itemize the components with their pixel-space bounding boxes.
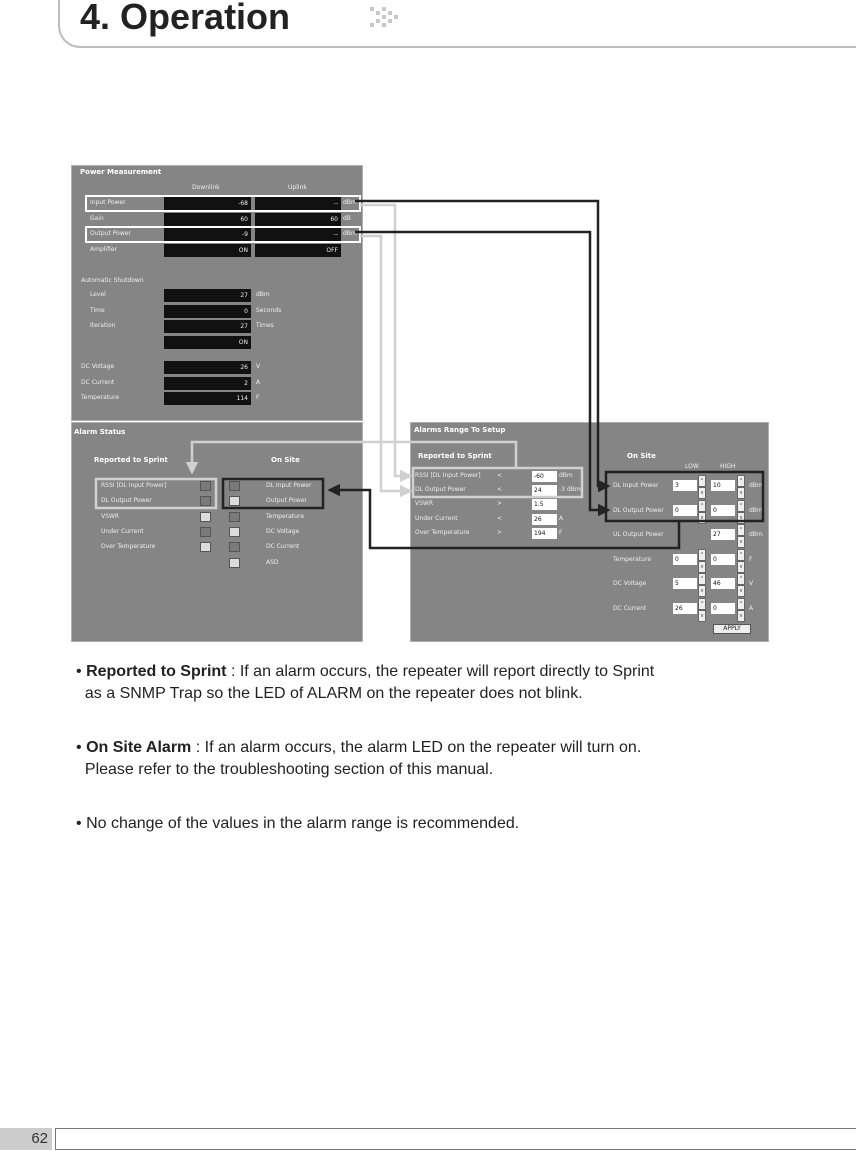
paragraph-onsite	[76, 737, 641, 781]
spin-down-button[interactable]: v	[737, 610, 745, 622]
downlink-value: -68	[164, 197, 251, 210]
onsite-indicator	[229, 481, 240, 491]
dc-label: DC Current	[81, 378, 115, 386]
operator: <	[497, 472, 503, 479]
onsite-label: DL Input Power	[266, 482, 312, 489]
power-row-label: Input Power	[90, 199, 126, 206]
reported-indicator	[200, 481, 211, 491]
spinner[interactable]	[698, 475, 706, 497]
dc-value: 114	[164, 392, 251, 405]
page-number: 62	[0, 1128, 52, 1150]
spin-up-button[interactable]: ^	[737, 500, 745, 512]
low-input[interactable]: 3	[673, 480, 697, 491]
shutdown-value: 27	[164, 320, 251, 333]
power-row-label: Amplifier	[90, 245, 118, 253]
unit: Seconds	[256, 306, 282, 314]
unit: -3 dBm	[559, 486, 581, 494]
spinner[interactable]	[737, 500, 745, 522]
onsite-label: ASD	[266, 558, 279, 566]
downlink-value: ON	[164, 244, 251, 257]
bullet: •	[76, 815, 82, 832]
power-title: Power Measurement	[80, 168, 162, 176]
paragraph-recommendation	[76, 813, 519, 835]
paragraph-reported	[76, 661, 654, 705]
spin-down-button[interactable]: v	[737, 585, 745, 597]
unit: V	[749, 580, 754, 587]
spinner[interactable]	[737, 598, 745, 620]
range-label: Over Temperature	[415, 528, 470, 536]
high-input[interactable]: 46	[711, 578, 735, 589]
low-header: LOW	[685, 463, 699, 470]
high-input[interactable]: 0	[711, 554, 735, 565]
text: : If an alarm occurs, the repeater will report directly to Sprint	[226, 663, 655, 680]
bullet: •	[76, 739, 82, 756]
apply-button[interactable]: APPLY	[713, 624, 751, 634]
dc-value: 26	[164, 361, 251, 374]
downlink-value: -9	[164, 228, 251, 241]
unit: F	[256, 394, 260, 401]
power-row-label: Gain	[90, 214, 104, 222]
unit: dBm	[749, 482, 763, 489]
unit: Times	[256, 322, 274, 329]
onsite-indicator	[229, 512, 240, 522]
spin-up-button[interactable]: ^	[737, 573, 745, 585]
spin-down-button[interactable]: v	[698, 487, 706, 499]
operator: <	[497, 486, 503, 494]
text: : If an alarm occurs, the alarm LED on the repeater will turn on.	[191, 739, 642, 756]
onsite-indicator	[229, 527, 240, 537]
unit: dB	[343, 214, 351, 222]
range-reported-heading: Reported to Sprint	[418, 452, 492, 460]
spin-up-button[interactable]: ^	[737, 524, 745, 536]
chevron-right-icon	[368, 6, 404, 28]
spin-down-button[interactable]: v	[698, 561, 706, 573]
unit: dBm	[559, 472, 573, 479]
spinner[interactable]	[737, 573, 745, 595]
threshold-input[interactable]: 26	[532, 514, 557, 525]
spin-up-button[interactable]: ^	[737, 598, 745, 610]
high-input[interactable]: 0	[711, 505, 735, 516]
spin-up-button[interactable]: ^	[698, 598, 706, 610]
spin-down-button[interactable]: v	[737, 536, 745, 548]
onsite-label: Temperature	[266, 512, 305, 520]
uplink-value: --	[255, 228, 341, 241]
footer	[0, 1128, 856, 1150]
bullet: •	[76, 663, 82, 680]
reported-label: Over Temperature	[101, 543, 156, 551]
uplink-value: 60	[255, 213, 341, 226]
shutdown-value: ON	[164, 336, 251, 349]
spin-up-button[interactable]: ^	[698, 549, 706, 561]
high-header: HIGH	[720, 463, 736, 470]
onsite-heading: On Site	[271, 456, 300, 464]
onsite-indicator	[229, 496, 240, 506]
reported-indicator	[200, 542, 211, 552]
shutdown-value: 27	[164, 289, 251, 302]
onsite-range-label: UL Output Power	[613, 531, 664, 538]
downlink-value: 60	[164, 213, 251, 226]
col-downlink: Downlink	[192, 184, 220, 191]
unit: A	[749, 604, 754, 612]
alarm-status-title: Alarm Status	[74, 428, 126, 436]
onsite-range-label: DL Input Power	[613, 482, 659, 489]
power-row-label: Output Power	[90, 230, 131, 237]
unit: V	[256, 363, 261, 370]
low-input[interactable]: 0	[673, 554, 697, 565]
shutdown-title: Automatic Shutdown	[81, 277, 144, 284]
spinner[interactable]	[698, 549, 706, 571]
footer-bar	[55, 1128, 856, 1150]
onsite-label: Output Power	[266, 497, 307, 505]
onsite-label: DC Current	[266, 543, 300, 551]
unit: F	[749, 555, 753, 563]
term-reported: Reported to Sprint	[86, 663, 227, 680]
spinner[interactable]	[698, 598, 706, 620]
spinner[interactable]	[698, 500, 706, 522]
spin-up-button[interactable]: ^	[698, 573, 706, 585]
page-title: 4. Operation	[80, 0, 291, 37]
threshold-input[interactable]: 1.5	[532, 499, 557, 510]
range-onsite-heading: On Site	[627, 452, 656, 460]
reported-label: Under Current	[101, 527, 144, 535]
unit: dBm	[749, 506, 763, 514]
reported-label: VSWR	[101, 512, 120, 520]
col-uplink: Uplink	[288, 184, 307, 191]
threshold-input[interactable]: 194	[532, 528, 557, 539]
spin-down-button[interactable]: v	[698, 610, 706, 622]
unit: dBm	[343, 199, 357, 206]
dc-label: Temperature	[81, 394, 120, 401]
shutdown-label: Level	[90, 291, 106, 298]
dc-value: 2	[164, 377, 251, 390]
alarm-range-title: Alarms Range To Setup	[414, 426, 506, 434]
threshold-input[interactable]: 24	[532, 485, 557, 496]
unit: dBm	[343, 230, 357, 237]
onsite-label: DC Voltage	[266, 527, 300, 535]
uplink-value: --	[255, 197, 341, 210]
high-input[interactable]: 0	[711, 603, 735, 614]
text: Please refer to the troubleshooting section of this manual.	[84, 761, 494, 778]
reported-label: RSSI [DL Input Power]	[101, 482, 167, 489]
onsite-indicator	[229, 558, 240, 568]
low-input[interactable]: 5	[673, 578, 697, 589]
shutdown-value: 0	[164, 305, 251, 318]
shutdown-label: Iteration	[90, 322, 116, 329]
operator: >	[497, 528, 503, 536]
text: No change of the values in the alarm range is recommended.	[86, 815, 520, 832]
reported-indicator	[200, 496, 211, 506]
onsite-range-label: DC Voltage	[613, 580, 647, 587]
uplink-value: OFF	[255, 244, 341, 257]
high-input[interactable]: 27	[711, 529, 735, 540]
operator: <	[497, 514, 503, 522]
low-input[interactable]: 26	[673, 603, 697, 614]
text: as a SNMP Trap so the LED of ALARM on the repeater does not blink.	[84, 685, 583, 702]
spinner[interactable]	[737, 549, 745, 571]
spin-down-button[interactable]: v	[737, 561, 745, 573]
reported-indicator	[200, 527, 211, 537]
low-input[interactable]: 0	[673, 505, 697, 516]
unit: dBm	[256, 291, 270, 298]
spin-up-button[interactable]: ^	[737, 549, 745, 561]
unit: A	[559, 514, 564, 522]
spin-up-button[interactable]: ^	[698, 500, 706, 512]
onsite-indicator	[229, 542, 240, 552]
spin-down-button[interactable]: v	[698, 585, 706, 597]
dc-label: DC Voltage	[81, 363, 115, 370]
range-label: DL Output Power	[415, 486, 466, 494]
spinner[interactable]	[737, 524, 745, 546]
spin-up-button[interactable]: ^	[737, 475, 745, 487]
shutdown-label: Time	[90, 306, 105, 314]
unit: F	[559, 528, 563, 536]
spinner[interactable]	[737, 475, 745, 497]
high-input[interactable]: 10	[711, 480, 735, 491]
spin-up-button[interactable]: ^	[698, 475, 706, 487]
range-label: VSWR	[415, 500, 434, 508]
operator: >	[497, 500, 503, 508]
spinner[interactable]	[698, 573, 706, 595]
unit: dBm	[749, 531, 763, 538]
onsite-range-label: DC Current	[613, 604, 647, 612]
reported-indicator	[200, 512, 211, 522]
term-onsite: On Site Alarm	[86, 739, 192, 756]
spin-down-button[interactable]: v	[698, 512, 706, 524]
reported-heading: Reported to Sprint	[94, 456, 168, 464]
spin-down-button[interactable]: v	[737, 487, 745, 499]
spin-down-button[interactable]: v	[737, 512, 745, 524]
onsite-range-label: Temperature	[613, 555, 652, 563]
reported-label: DL Output Power	[101, 497, 152, 505]
unit: A	[256, 378, 261, 386]
onsite-range-label: DL Output Power	[613, 506, 664, 514]
threshold-input[interactable]: -60	[532, 471, 557, 482]
range-label: RSSI [DL Input Power]	[415, 472, 481, 479]
range-label: Under Current	[415, 514, 458, 522]
